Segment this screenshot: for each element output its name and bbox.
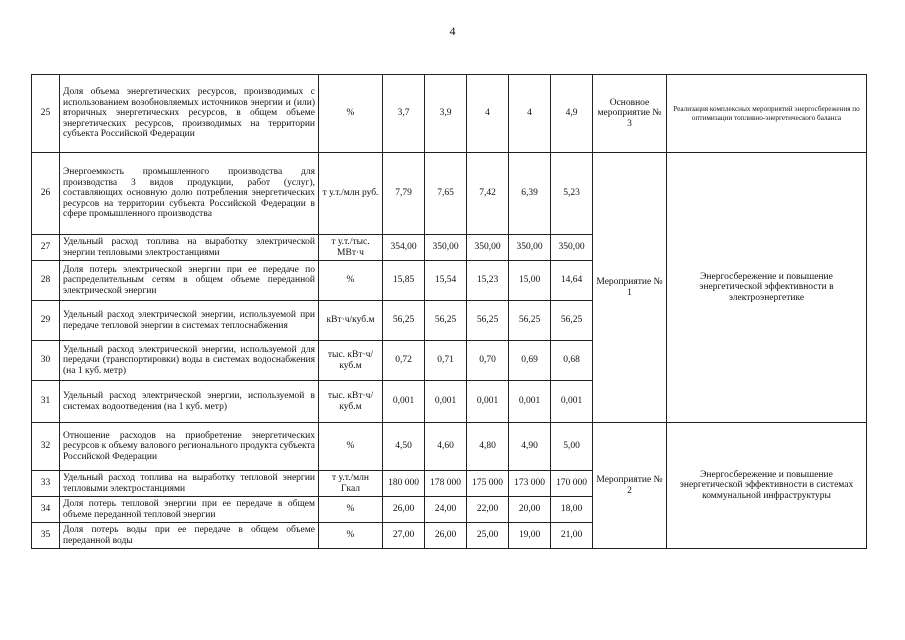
value-cell: 3,9	[425, 75, 467, 153]
value-cell: 170 000	[551, 471, 593, 497]
indicator-description: Удельный расход топлива на выработку электрической энергии тепловыми электростанциями	[60, 235, 319, 261]
value-cell: 26,00	[383, 497, 425, 523]
value-cell: 350,00	[509, 235, 551, 261]
value-cell: 25,00	[467, 523, 509, 549]
indicator-description: Доля потерь воды при ее передаче в общем объеме переданной воды	[60, 523, 319, 549]
value-cell: 56,25	[467, 301, 509, 341]
value-cell: 0,71	[425, 341, 467, 381]
indicator-description: Доля потерь тепловой энергии при ее передаче в общем объеме переданной тепловой энергии	[60, 497, 319, 523]
value-cell: 24,00	[425, 497, 467, 523]
value-cell: 56,25	[425, 301, 467, 341]
value-cell: 0,001	[467, 381, 509, 423]
unit-cell: тыс. кВт·ч/куб.м	[319, 341, 383, 381]
value-cell: 4,60	[425, 423, 467, 471]
row-number: 33	[32, 471, 60, 497]
value-cell: 14,64	[551, 261, 593, 301]
unit-cell: т у.т./млн Гкал	[319, 471, 383, 497]
value-cell: 7,65	[425, 153, 467, 235]
indicator-description: Удельный расход электрической энергии, используемой при передаче тепловой энергии в системах теплоснабжения	[60, 301, 319, 341]
row-number: 30	[32, 341, 60, 381]
indicator-description: Отношение расходов на приобретение энергетических ресурсов к объему валового регионального продукта субъекта Российской Федерации	[60, 423, 319, 471]
row-number: 25	[32, 75, 60, 153]
indicator-description: Удельный расход электрической энергии, используемой в системах водоотведения (на 1 куб. метр)	[60, 381, 319, 423]
value-cell: 19,00	[509, 523, 551, 549]
value-cell: 15,23	[467, 261, 509, 301]
table-row	[32, 153, 867, 235]
unit-cell: т у.т./тыс. МВт·ч	[319, 235, 383, 261]
value-cell: 0,70	[467, 341, 509, 381]
value-cell: 21,00	[551, 523, 593, 549]
value-cell: 178 000	[425, 471, 467, 497]
row-number: 34	[32, 497, 60, 523]
row-number: 32	[32, 423, 60, 471]
value-cell: 350,00	[467, 235, 509, 261]
row-number: 27	[32, 235, 60, 261]
row-number: 31	[32, 381, 60, 423]
value-cell: 15,85	[383, 261, 425, 301]
value-cell: 350,00	[425, 235, 467, 261]
value-cell: 350,00	[551, 235, 593, 261]
value-cell: 56,25	[383, 301, 425, 341]
row-number: 35	[32, 523, 60, 549]
value-cell: 56,25	[509, 301, 551, 341]
value-cell: 18,00	[551, 497, 593, 523]
row-number: 28	[32, 261, 60, 301]
row-number: 26	[32, 153, 60, 235]
table-row	[32, 75, 867, 153]
unit-cell: %	[319, 423, 383, 471]
value-cell: 4	[467, 75, 509, 153]
value-cell: 7,79	[383, 153, 425, 235]
value-cell: 27,00	[383, 523, 425, 549]
value-cell: 15,54	[425, 261, 467, 301]
value-cell: 15,00	[509, 261, 551, 301]
value-cell: 26,00	[425, 523, 467, 549]
indicators-table	[31, 74, 867, 549]
value-cell: 0,68	[551, 341, 593, 381]
unit-cell: %	[319, 261, 383, 301]
value-cell: 5,23	[551, 153, 593, 235]
value-cell: 56,25	[551, 301, 593, 341]
value-cell: 3,7	[383, 75, 425, 153]
indicator-description: Энергоемкость промышленного производства для производства 3 видов продукции, работ (услуг), составляющих основную долю потребления энергетических ресурсов на территории субъекта Российской Федерации в сфере промышленного производства	[60, 153, 319, 235]
value-cell: 4	[509, 75, 551, 153]
value-cell: 7,42	[467, 153, 509, 235]
goal-cell: Энергосбережение и повышение энергетической эффективности в системах коммунальной инфраструктуры	[667, 423, 867, 549]
value-cell: 0,001	[383, 381, 425, 423]
value-cell: 0,001	[551, 381, 593, 423]
measure-cell: Мероприятие № 1	[593, 153, 667, 423]
goal-cell: Энергосбережение и повышение энергетической эффективности в электроэнергетике	[667, 153, 867, 423]
value-cell: 22,00	[467, 497, 509, 523]
value-cell: 0,001	[425, 381, 467, 423]
value-cell: 4,80	[467, 423, 509, 471]
value-cell: 0,69	[509, 341, 551, 381]
indicator-description: Доля потерь электрической энергии при ее передаче по распределительным сетям в общем объеме переданной электрической энергии	[60, 261, 319, 301]
value-cell: 354,00	[383, 235, 425, 261]
measure-cell: Мероприятие № 2	[593, 423, 667, 549]
value-cell: 5,00	[551, 423, 593, 471]
page-number: 4	[449, 24, 456, 38]
indicator-description: Удельный расход топлива на выработку тепловой энергии тепловыми электростанциями	[60, 471, 319, 497]
indicator-description: Доля объема энергетических ресурсов, производимых с использованием возобновляемых источников энергии и (или) вторичных энергетических ресурсов, в общем объеме энергетических ресурсов, производимых на территории субъекта Российской Федерации	[60, 75, 319, 153]
value-cell: 6,39	[509, 153, 551, 235]
value-cell: 4,50	[383, 423, 425, 471]
value-cell: 20,00	[509, 497, 551, 523]
value-cell: 175 000	[467, 471, 509, 497]
unit-cell: тыс. кВт·ч/куб.м	[319, 381, 383, 423]
unit-cell: %	[319, 497, 383, 523]
value-cell: 173 000	[509, 471, 551, 497]
value-cell: 4,9	[551, 75, 593, 153]
value-cell: 0,001	[509, 381, 551, 423]
unit-cell: %	[319, 523, 383, 549]
table-row	[32, 423, 867, 471]
row-number: 29	[32, 301, 60, 341]
value-cell: 180 000	[383, 471, 425, 497]
unit-cell: %	[319, 75, 383, 153]
indicator-description: Удельный расход электрической энергии, используемой для передачи (транспортировки) воды в системах водоснабжения (на 1 куб. метр)	[60, 341, 319, 381]
unit-cell: кВт·ч/куб.м	[319, 301, 383, 341]
unit-cell: т у.т./млн руб.	[319, 153, 383, 235]
value-cell: 0,72	[383, 341, 425, 381]
goal-cell: Реализация комплексных мероприятий энергосбережения по оптимизации топливно-энергетического баланса	[667, 75, 867, 153]
value-cell: 4,90	[509, 423, 551, 471]
measure-cell: Основное мероприятие № 3	[593, 75, 667, 153]
